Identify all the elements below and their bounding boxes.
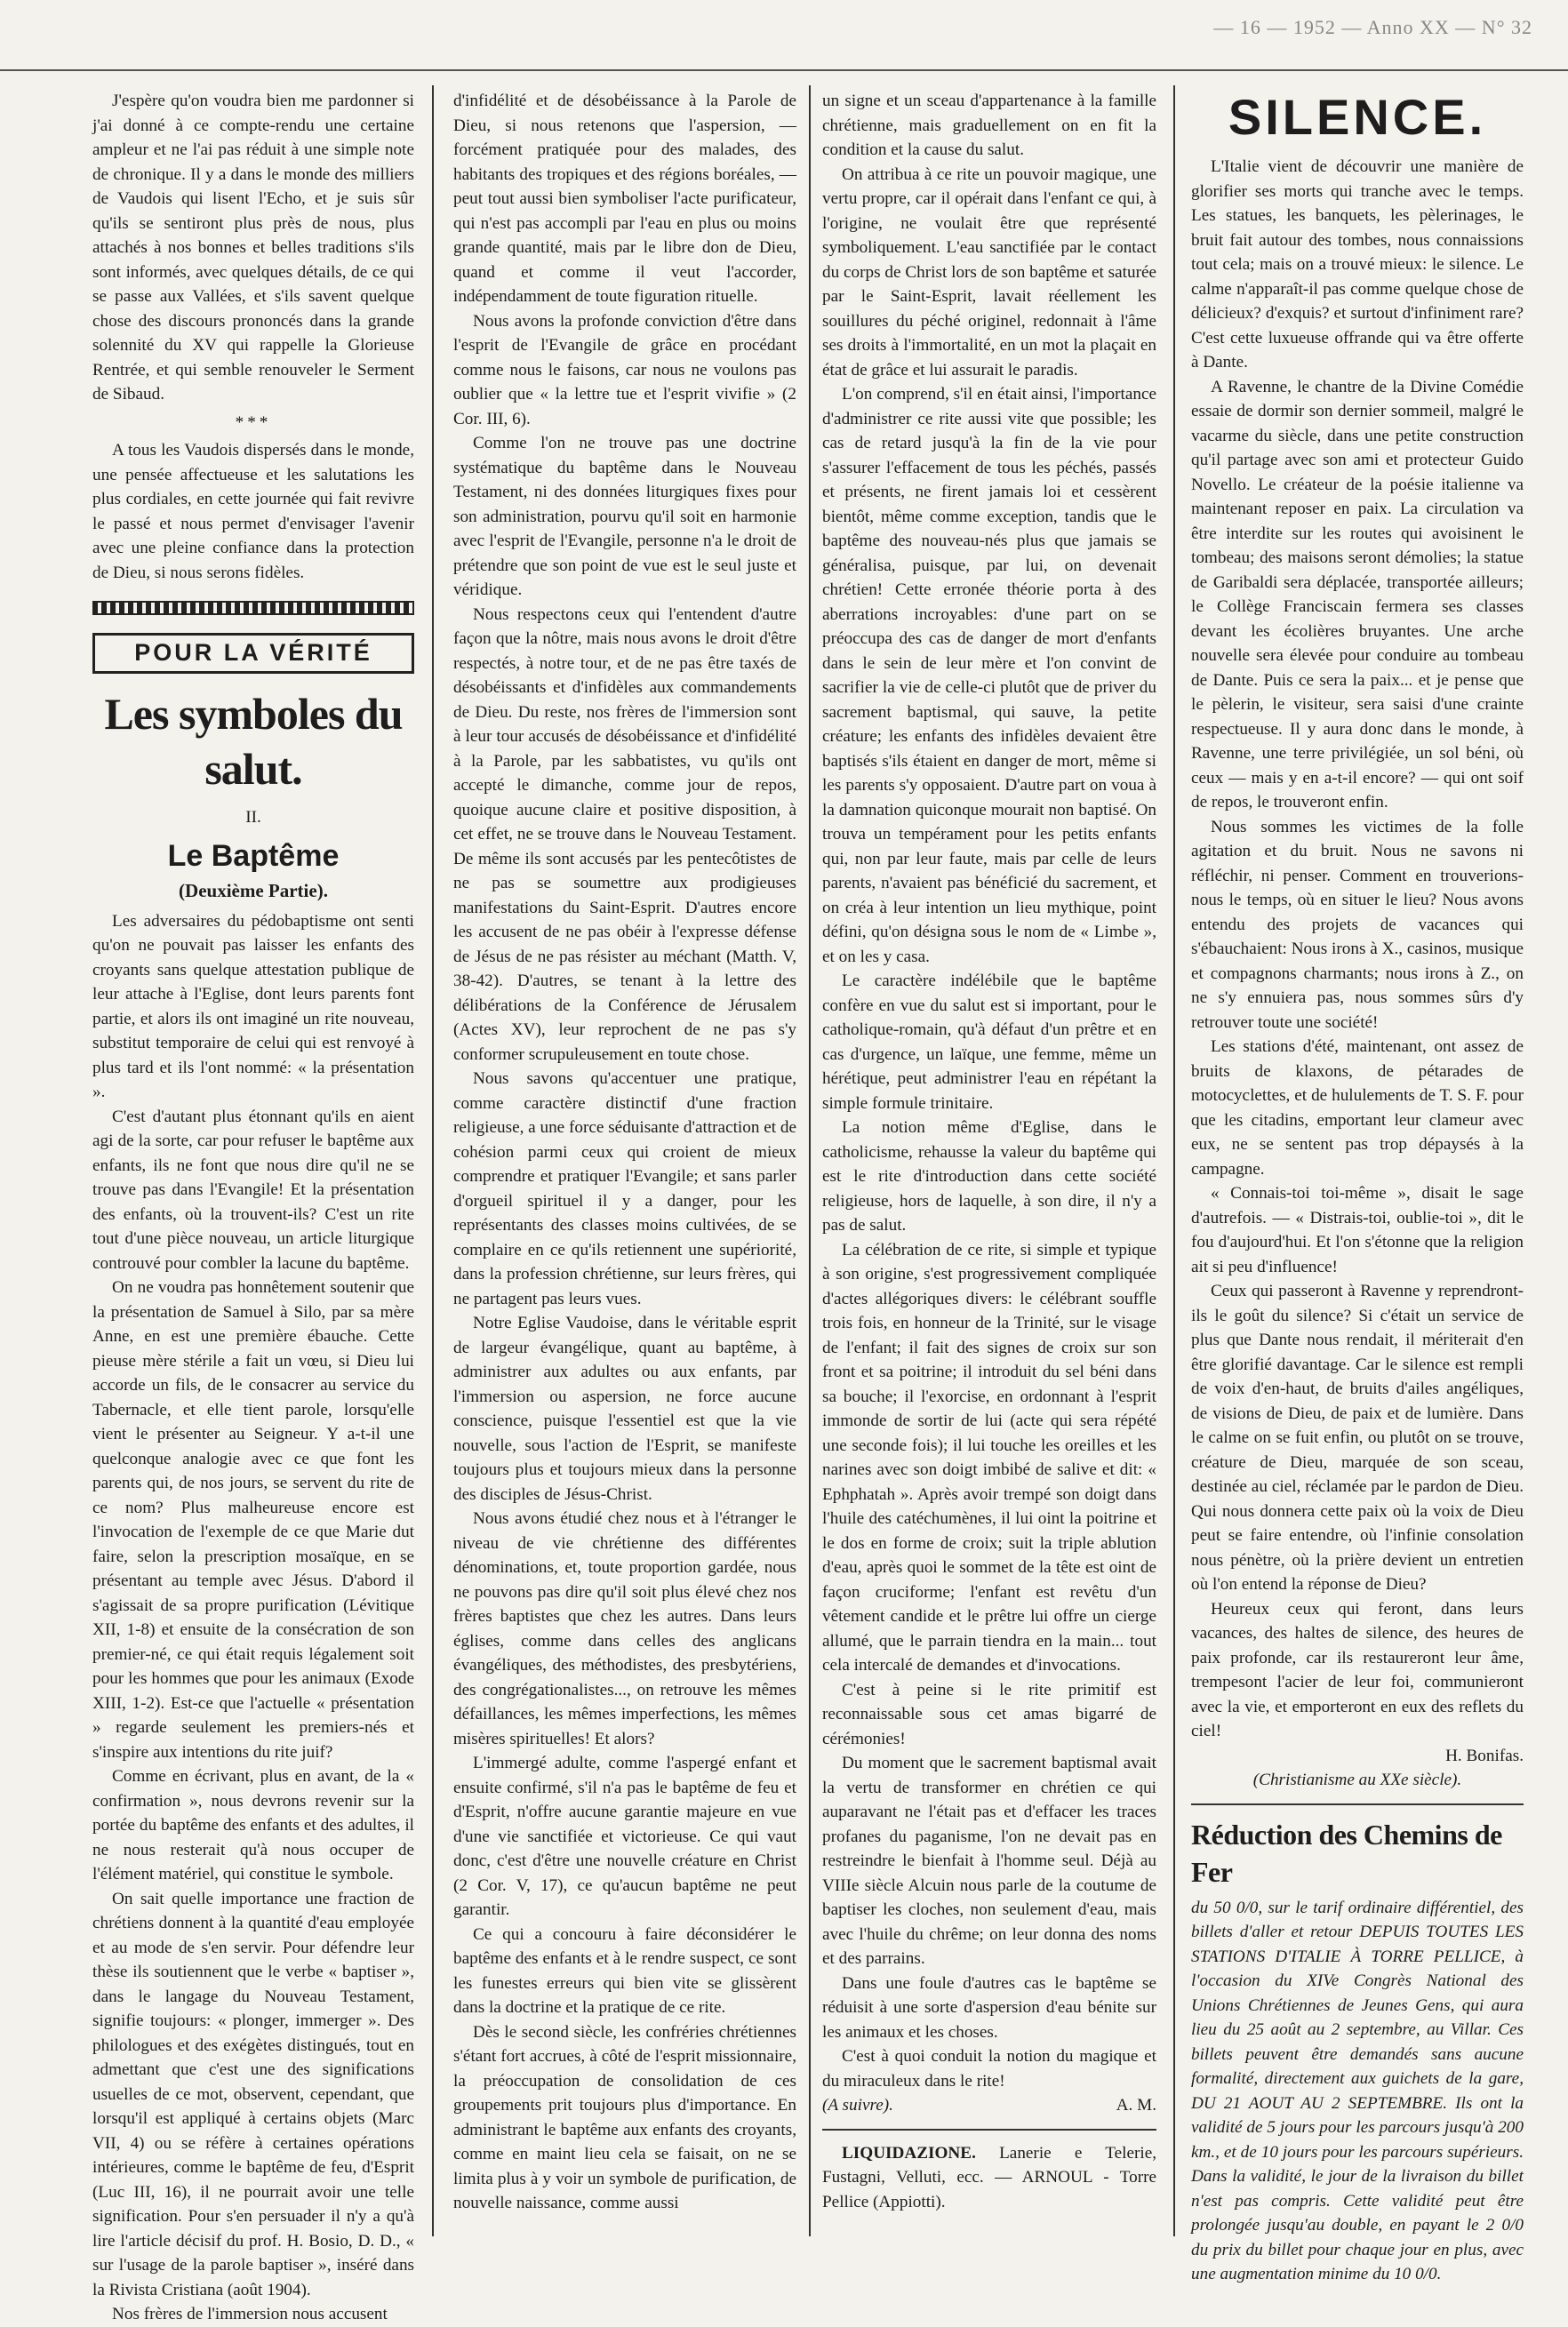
article-source: (Christianisme au XXe siècle). bbox=[1252, 1771, 1462, 1789]
paragraph: Nous respectons ceux qui l'entendent d'autre façon que la nôtre, mais nous avons le droit d'être respectés, à notre tour, et de ne pas être taxés de désobéissants et d'infidèles aux commandements de Dieu. Du reste, nos frères de l'immersion sont à leur tour accusés de désobéissance et d'infidélité à la Parole, par les sabbatistes, vu qu'ils ont accepté le dimanche, comme jour de repos, quoique aucune claire et positive disposition, à cet effet, ne se trouve dans le Nouveau Testament. De même ils sont accusés par les pentecôtistes de ne pas se soumettre aux prodigieuses manifestations du Saint-Esprit. D'autres encore les accusent de ne pas obéir à l'expresse défense de Jésus de ne pas résister au méchant (Matth. V, 38-42). D'autres, se tenant à la lettre des délibérations de la Conférence de Jérusalem (Actes XV), leur reprochent de ne pas s'y conformer scrupuleusement en toute chose. bbox=[453, 604, 796, 1064]
paragraph: Du moment que le sacrement baptismal avait la vertu de transformer en chrétien ce qui auparavant ne l'était pas et d'effacer les traces profanes du paganisme, l'on ne devait pas en restreindre le bienfait à l'homme seul. Déjà au VIIIe siècle Alcuin nous parle de la coutume de baptiser les cloches, non seulement d'eau, mais avec l'huile du chrême; on leur donna des noms et des parrains. bbox=[822, 1754, 1156, 1968]
article-title: SILENCE. bbox=[1228, 89, 1487, 145]
paragraph: Comme l'on ne trouve pas une doctrine systématique du baptême dans le Nouveau Testament, ni des données liturgiques fixes pour son administration, pourvu qu'il soit en harmonie avec l'esprit de l'Evangile, personne n'a le droit de prétendre que son point de vue est le seul juste et véridique. bbox=[453, 434, 796, 599]
paragraph: L'on comprend, s'il en était ainsi, l'importance d'administrer ce rite aussi vite que possible; les cas de retard jusqu'à la fin de la vie pour s'assurer l'effacement de tous les péchés, passés et présents, ne firent jamais loi et cessèrent bientôt, même comme exception, tandis que le baptême des nouveau-nés plus que jamais se généralisa, puisque, par lui, on devenait chrétien! Cette erronée théorie porta à des aberrations incroyables: d'une part on se préoccupa des cas de danger de mort d'enfants dans le sein de leur mère et l'on convint de sacrifier la vie de celle-ci plutôt que de priver du sacrement baptismal, qui sauve, la petite créature; les enfants des infidèles devaient être baptisés s'ils étaient en danger de mort, même si les parents s'y opposaient. D'autre part on voua à la damnation quiconque mourait non baptisé. On trouva un tempérament pour les petits enfants qui, non par leur faute, mais par celle de leurs parents, n'avaient pas bénéficié du sacrement, et on créa à leur intention un lieu mythique, point défini, qu'on désigna sous le nom de « Limbe », et on les y casa. bbox=[822, 385, 1156, 966]
paragraph: d'infidélité et de désobéissance à la Parole de Dieu, si nous retenons que l'aspersion, — forcément pratiquée pour des malades, des habitants des tropiques et des régions boréales, — peut tout aussi bien symboliser l'acte purificateur, qui n'est pas accompli par l'eau en plus ou moins grande quantité, mais par le libre don de Dieu, quand et comme il veut l'accorder, indépendamment de toute figuration rituelle. bbox=[453, 92, 796, 306]
section-heading: POUR LA VÉRITÉ bbox=[92, 633, 414, 674]
ornament-rule bbox=[92, 601, 414, 615]
paragraph: C'est à peine si le rite primitif est reconnaissable sous cet amas bigarré de cérémonies! bbox=[822, 1680, 1156, 1748]
paragraph: C'est d'autant plus étonnant qu'ils en aient agi de la sorte, car pour refuser le baptême aux enfants, ils ne font que nous dire qu'il ne se trouve pas dans l'Evangile! Et la présentation des enfants, où la trouvent-ils? C'est un rite tout d'une pièce nouveau, un article liturgique controuvé pour combler la lacune du baptême. bbox=[92, 1107, 414, 1273]
ad-text: Lanerie e Telerie, Fustagni, Velluti, ecc. — ARNOUL - Torre Pellice (Appiotti). bbox=[822, 2143, 1157, 2211]
paragraph: Notre Eglise Vaudoise, dans le véritable esprit de largeur évangélique, quant au baptême, à administrer aux adultes ou aux enfants, par l'immersion ou aspersion, ne force aucune conscience, puisque l'essentiel est que la vie nouvelle, sous l'action de l'Esprit, se manifeste toujours plus et toujours mieux dans la personne des disciples de Jésus-Christ. bbox=[453, 1314, 796, 1504]
paragraph: Ce qui a concouru à faire déconsidérer le baptême des enfants et à le rendre suspect, ce sont les funestes erreurs qui bien vite se glissèrent dans la doctrine et la pratique de ce rite. bbox=[453, 1924, 796, 2017]
paragraph: Comme en écrivant, plus en avant, de la « confirmation », nous devrons revenir sur la portée du baptême des enfants et des adultes, il ne nous resterait qu'à nous occuper de l'élément matériel, qui constitue le symbole. bbox=[92, 1767, 414, 1883]
to-be-continued: (A suivre). bbox=[822, 2096, 893, 2115]
article-subsubtitle: (Deuxième Partie). bbox=[179, 880, 328, 901]
paragraph: Heureux ceux qui feront, dans leurs vacances, des haltes de silence, des heures de paix profonde, car ils restaureront leur âme, trempesont l'acier de leur foi, communieront avec la vie, et emporteront en eux des reflets du ciel! bbox=[1191, 1599, 1524, 1740]
paragraph: « Connais-toi toi-même », disait le sage d'autrefois. — « Distrais-toi, oublie-toi », dit le fou d'aujourd'hui. Et l'on s'étonne que la religion ait si peu d'influence! bbox=[1191, 1184, 1524, 1276]
page-header bbox=[0, 0, 1568, 71]
paragraph: Le caractère indélébile que le baptême confère en vue du salut est si important, pour le catholique-romain, qu'à défaut d'un prêtre et en cas d'urgence, un laïque, une femme, même un hérétique, peut administrer l'eau en répétant la simple formule trinitaire. bbox=[822, 972, 1156, 1113]
author-signature: H. Bonifas. bbox=[1445, 1746, 1524, 1765]
paragraph: On ne voudra pas honnêtement soutenir que la présentation de Samuel à Silo, par sa mère Anne, en est une première ébauche. Cette pieuse mère stérile a fait un vœu, si Dieu lui accorde un fils, de le consacrer au service du Tabernacle, et elle tient parole, lorsqu'elle vient le présenter au Seigneur. Y a-t-il une quelconque analogie avec ce que font les parents qui, de nos jours, se servent du rite de ce nom? Plus malheureuse encore est l'invocation de l'exemple de ce que Marie dut faire, selon la prescription mosaïque, en se présentant au temple avec Jésus. D'abord il s'agissait de sa propre purification (Lévitique XII, 1-8) et ensuite de la consécration de son premier-né, ce qui était requis légalement soit pour les hommes que pour les animaux (Exode XIII, 1-2). Est-ce que l'actuelle « présentation » regarde seulement les premiers-nés et s'inspire aux intentions du rite juif? bbox=[92, 1278, 414, 1762]
paragraph: Nous avons la profonde conviction d'être dans l'esprit de l'Evangile de grâce en procédant comme nous le faisons, car nous ne voulons pas oublier que « la lettre tue et l'esprit vivifie » (2 Cor. III, 6). bbox=[453, 311, 796, 428]
paragraph: La célébration de ce rite, si simple et typique à son origine, s'est progressivement compliquée d'actes allégoriques divers: le célébrant souffle trois fois, en honneur de la Trinité, sur le visage de l'enfant; il fait des signes de croix sur son front et sa poitrine; il introduit du sel béni dans sa bouche; il l'exorcise, en ordonnant à l'esprit immonde de sortir de lui (acte qui sera répété une seconde fois); il lui touche les oreilles et les narines avec son doigt imbibé de salive et dit: « Ephphatah ». Après avoir trempé son doigt dans l'huile des catéchumènes, il lui oint la poitrine et le dos en forme de croix; suit la triple ablution d'eau, après quoi le sommet de la tête est oint de façon cruciforme; l'enfant est revêtu d'un vêtement candide et le prêtre lui offre un cierge allumé, que le parrain tiendra en la main... tout cela intercalé de demandes et d'invocations. bbox=[822, 1240, 1156, 1675]
paragraph: Nous sommes les victimes de la folle agitation et du bruit. Nous ne savons ni réfléchir, ni penser. Comment en trouverions-nous le temps, où en situer le lieu? Nous avons entendu des projets de vacances qui s'ébauchaient: Nous irons à X., casinos, musique et compagnons charmants; nous irons à Z., on ne s'y ennuiera pas, nous sommes sûrs d'y retrouver toute une société! bbox=[1191, 817, 1524, 1032]
paragraph: Dans une foule d'autres cas le baptême se réduisit à une sorte d'aspersion d'eau bénite sur les animaux et les choses. bbox=[822, 1973, 1156, 2042]
paragraph: L'Italie vient de découvrir une manière de glorifier ses morts qui tranche avec le temps. Les statues, les banquets, les pèlerinages, le bruit fait autour des tombes, nous connaissions tout cela; mais on a trouvé mieux: le silence. Le calme n'apparaît-il pas comme quelque chose de délicieux? d'exquis? et surtout d'infiniment rare? C'est cette luxueuse offrande qui va être offerte à Dante. bbox=[1191, 157, 1524, 372]
paragraph: A tous les Vaudois dispersés dans le monde, une pensée affectueuse et les salutations les plus cordiales, en cette journée qui fait revivre le passé et nous permet d'envisager l'avenir avec une pleine confiance dans la protection de Dieu, si nous serons fidèles. bbox=[92, 441, 414, 582]
paragraph: C'est à quoi conduit la notion du magique et du miraculeux dans le rite! bbox=[822, 2047, 1156, 2091]
divider bbox=[822, 2129, 1156, 2131]
paragraph: Ceux qui passeront à Ravenne y reprendront-ils le goût du silence? Si c'était un service de plus que Dante nous rendait, il mériterait d'en être glorifié davantage. Car le silence est rempli de voix d'en-haut, de bruits d'ailes angéliques, de visions de Dieu, de paix et de lumière. Dans le calme on se fuit enfin, ou plutôt on se trouve, créature de Dieu, marquée de son sceau, destinée au ciel, réclamée par le pardon de Dieu. Qui nous donnera cette paix où la voix de Dieu peut se faire entendre, où l'infinie consolation nous pénètre, où la prière devient un entretien où l'on entend la réponse de Dieu? bbox=[1191, 1282, 1524, 1594]
divider bbox=[1191, 1803, 1524, 1805]
column-1 bbox=[92, 89, 414, 2323]
header-text: — 16 — 1952 — Anno XX — N° 32 bbox=[1213, 16, 1532, 38]
column-3 bbox=[822, 89, 1156, 2231]
column-rule bbox=[432, 85, 434, 2236]
separator-stars: *** bbox=[235, 412, 272, 432]
notice-text: du 50 0/0, sur le tarif ordinaire différentiel, des billets d'aller et retour DEPUIS TOUTES LES STATIONS D'ITALIE À TORRE PELLICE, à l'occasion du XIVe Congrès National des Unions Chrétiennes de Jeunes Gens, qui aura lieu du 25 août au 2 septembre, au Villar. Ces billets peuvent être demandés sans aucune formalité, directement aux guichets de la gare, DU 21 AOUT AU 2 SEPTEMBRE. Ils ont la validité de 5 jours pour les parcours jusqu'à 200 km., et de 10 jours pour les parcours supérieurs. Dans la validité, le jour de la livraison du billet n'est pas compris. Cette validité peut être prolongée jusqu'au double, en payant le 2 0/0 du prix du billet pour chaque jour en plus, avec une augmentation minime du 10 0/0. bbox=[1191, 1898, 1524, 2283]
paragraph: Les adversaires du pédobaptisme ont senti qu'on ne pouvait pas laisser les enfants des croyants sans quelque attestation publique de leur attache à l'Eglise, dont leurs parents font partie, et alors ils ont imaginé un rite nouveau, substitut temporaire de celui qui est renvoyé à plus tard et ils l'ont nommé: « la présentation ». bbox=[92, 911, 414, 1101]
paragraph: Nous savons qu'accentuer une pratique, comme caractère distinctif d'une fraction religieuse, a une force séduisante d'attraction et de cohésion parmi ceux qui croient de mieux comprendre et pratiquer l'Evangile; et sans parler d'orgueil spirituel il y a danger, pour les représentants des classes moins cultivées, de se complaire en ce qu'ils retiennent une supériorité, dans la profession chrétienne, sur leurs frères, qui ne partagent pas leurs vues. bbox=[453, 1069, 796, 1308]
article-title: Les symboles du salut. bbox=[104, 688, 403, 794]
paragraph: Dès le second siècle, les confréries chrétiennes s'étant fort accrues, à côté de l'esprit missionnaire, la préoccupation de consolidation de ces groupements prit toujours plus d'importance. En administrant le baptême aux enfants des croyants, comme en maint lieu cela se faisait, on ne se limita plus à y voir un symbole de purification, de nouvelle naissance, comme aussi bbox=[453, 2022, 796, 2212]
paragraph: La notion même d'Eglise, dans le catholicisme, rehausse la valeur du baptême qui est le rite d'introduction dans cette société religieuse, hors de laquelle, à son dire, il n'y a pas de salut. bbox=[822, 1118, 1156, 1235]
paragraph: L'immergé adulte, comme l'aspergé enfant et ensuite confirmé, s'il n'a pas le baptême de feu et d'Esprit, n'offre aucune garantie majeure en vue d'une vie sanctifiée et victorieuse. Ce qui vaut donc, c'est d'être une nouvelle créature en Christ (2 Cor. V, 17), ce qu'aucun baptême ne peut garantir. bbox=[453, 1754, 796, 1919]
advertisement bbox=[822, 2141, 1156, 2215]
column-2 bbox=[453, 89, 796, 2231]
ad-heading: LIQUIDAZIONE. bbox=[842, 2143, 976, 2163]
article-part-number: II. bbox=[245, 807, 261, 827]
notice-title: Réduction des Chemins de Fer bbox=[1191, 1818, 1502, 1888]
column-4 bbox=[1191, 89, 1524, 2283]
paragraph: Les stations d'été, maintenant, ont assez de bruits de klaxons, de pétarades de motocyclettes, et de hululements de T. S. F. pour que les citadins, emportant leur clameur avec eux, ne se sentent pas trop dépaysés à la campagne. bbox=[1191, 1037, 1524, 1179]
paragraph: Nous avons étudié chez nous et à l'étranger le niveau de vie chrétienne des différentes dénominations, et, toute proportion gardée, nous ne pouvons pas dire qu'il soit plus élevé chez nos frères baptistes que chez les autres. Dans leurs églises, comme dans celles des anglicans évangéliques, des méthodistes, des presbytériens, des congrégationalistes..., on retrouve les mêmes défaillances, les mêmes imperfections, les mêmes misères spirituelles! Et alors? bbox=[453, 1509, 796, 1748]
paragraph: Nos frères de l'immersion nous accusent bbox=[112, 2305, 388, 2323]
paragraph: On attribua à ce rite un pouvoir magique, une vertu propre, car il opérait dans l'enfant ce qui, à l'origine, ne voulait être que représenté symboliquement. L'eau sanctifiée par le contact du corps de Christ lors de son baptême et saturée par le Saint-Esprit, lavait réellement les souillures du péché originel, redonnait à l'âme ses droits à l'immortalité, en un mot la plaçait en état de grâce et lui assurait le paradis. bbox=[822, 164, 1156, 380]
column-rule bbox=[809, 85, 811, 2236]
paragraph: A Ravenne, le chantre de la Divine Comédie essaie de dormir son dernier sommeil, malgré le vacarme du siècle, dans une petite construction qu'il partage avec son ami et protecteur Guido Novello. Le créateur de la poésie italienne va maintenant reposer en paix. La circulation va être interdite sur les routes qui avoisinent le tombeau; des maisons seront démolies; la statue de Garibaldi sera déplacée, transportée ailleurs; le Collège Franciscain fermera ses classes devant les écolières bruyantes. Une arche nouvelle sera élevée pour conduire au tombeau de Dante. Puis ce sera la paix... et je pense que le pèlerin, le visiteur, sera saisi d'une crainte respectueuse. Il y aura donc dans le monde, à Ravenne, une terre privilégiée, un sol béni, où ceux — mais y en a-t-il encore? — qui ont soif de repos, le trouveront enfin. bbox=[1191, 377, 1524, 812]
article-subtitle: Le Baptême bbox=[167, 839, 340, 873]
author-signature: A. M. bbox=[1116, 2096, 1156, 2115]
column-rule bbox=[1173, 85, 1175, 2236]
paragraph: un signe et un sceau d'appartenance à la famille chrétienne, mais graduellement on en fit la condition et la cause du salut. bbox=[822, 92, 1156, 159]
paragraph: On sait quelle importance une fraction de chrétiens donnent à la quantité d'eau employée et au mode de s'en servir. Pour défendre leur thèse ils soutiennent que le verbe « baptiser », dans le langage du Nouveau Testament, signifie toujours: « plonger, immerger ». Des philologues et des exégètes distingués, tout en admettant que c'est une des significations usuelles de ce mot, observent, cependant, que lorsqu'il est appliqué à certains objets (Marc VII, 4) ou se réfère à certaines opérations intérieures, comme le baptême de feu, d'Esprit (Luc III, 16), il ne pourrait avoir une telle signification. Pour s'en persuader il n'y a qu'à lire l'article décisif du prof. H. Bosio, D. D., « sur l'usage de la parole baptiser », inséré dans la Rivista Cristiana (août 1904). bbox=[92, 1889, 414, 2299]
signature-line bbox=[822, 2093, 1156, 2118]
paragraph: J'espère qu'on voudra bien me pardonner si j'ai donné à ce compte-rendu une certaine ampleur et ne l'ai pas réduit à une simple note de chronique. Il y a dans le monde des milliers de Vaudois qui lisent l'Echo, et je suis sûr qu'ils se sentiront plus près de nous, plus attachés à nos bonnes et belles traditions s'ils sont informés, avec quelques détails, de ce qui se passe aux Vallées, et s'ils savent quelque chose des discours prononcés dans la grande solennité du XV qui rappelle la Glorieuse Rentrée, et qui semble renouveler le Serment de Sibaud. bbox=[92, 92, 414, 404]
